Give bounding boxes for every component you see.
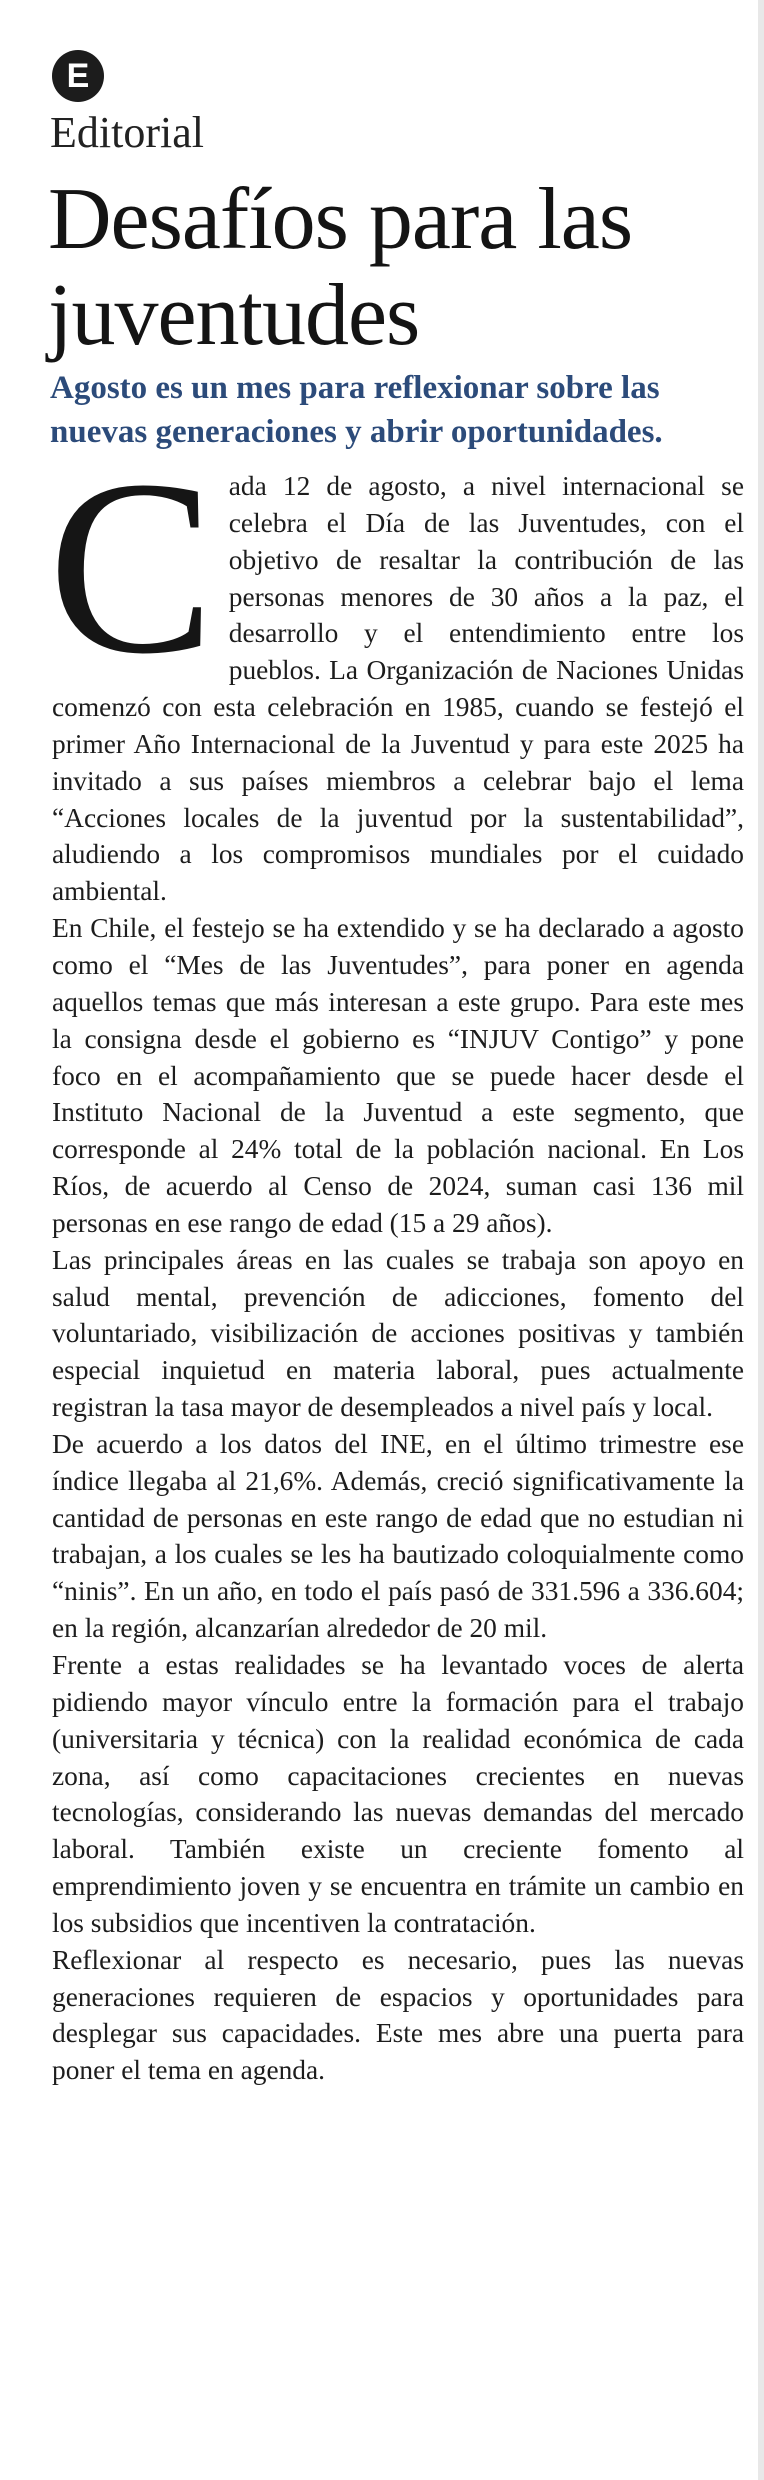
article-body xyxy=(48,429,744,2089)
paragraph-3: Las principales áreas en las cuales se trabaja son apoyo en salud mental, prevención de adicciones, fomento del voluntariado, visibilización de acciones positivas y también especial inquietud en materia laboral, pues actualmente registran la tasa mayor de desempleados a nivel país y local. xyxy=(52,1244,744,1423)
paragraph-1-text: ada 12 de agosto, a nivel internacional se celebra el Día de las Juventudes, con el objetivo de resaltar la contribución de las personas menores de 30 años a la paz, el desarrollo y el entendimiento entre los pueblos. La Organización de Naciones Unidas comenzó con esta celebración en 1985, cuando se festejó el primer Año Internacional de la Juventud y para este 2025 ha invitado a sus países miembros a celebrar bajo el lema “Acciones locales de la juventud por la sustentabilidad”, aludiendo a los compromisos mundiales por el cuidado ambiental. xyxy=(52,471,744,907)
article-subtitle: Agosto es un mes para reflexionar sobre las nuevas generaciones y abrir oportunidades. xyxy=(50,370,663,450)
paragraph-4: De acuerdo a los datos del INE, en el último trimestre ese índice llegaba al 21,6%. Además, creció significativamente la cantidad de personas en este rango de edad que no estudian ni trabajan, a los cuales se les ha bautizado coloquialmente como “ninis”. En un año, en todo el país pasó de 331.596 a 336.604; en la región, alcanzarían alrededor de 20 mil. xyxy=(52,1428,744,1644)
article-title: Desafíos para las juventudes xyxy=(48,171,633,364)
section-label: Editorial xyxy=(50,108,204,157)
paragraph-1 xyxy=(48,429,744,910)
drop-cap: C xyxy=(48,429,215,706)
section-badge: E xyxy=(52,50,104,102)
paragraph-6: Reflexionar al respecto es necesario, pues las nuevas generaciones requieren de espacios y oportunidades para desplegar sus capacidades. Este mes abre una puerta para poner el tema en agenda. xyxy=(52,1944,744,2086)
page-edge-divider xyxy=(758,0,764,2480)
paragraph-2: En Chile, el festejo se ha extendido y se ha declarado a agosto como el “Mes de las Juventudes”, para poner en agenda aquellos temas que más interesan a este grupo. Para este mes la consigna desde el gobierno es “INJUV Contigo” y pone foco en el acompañamiento que se puede hacer desde el Instituto Nacional de la Juventud a este segmento, que corresponde al 24% total de la población nacional. En Los Ríos, de acuerdo al Censo de 2024, suman casi 136 mil personas en ese rango de edad (15 a 29 años). xyxy=(52,913,744,1238)
paragraph-5: Frente a estas realidades se ha levantado voces de alerta pidiendo mayor vínculo entre la formación para el trabajo (universitaria y técnica) con la realidad económica de cada zona, así como capacitaciones crecientes en nuevas tecnologías, considerando las nuevas demandas del mercado laboral. También existe un creciente fomento al emprendimiento joven y se encuentra en trámite un cambio en los subsidios que incentiven la contratación. xyxy=(52,1650,744,1938)
